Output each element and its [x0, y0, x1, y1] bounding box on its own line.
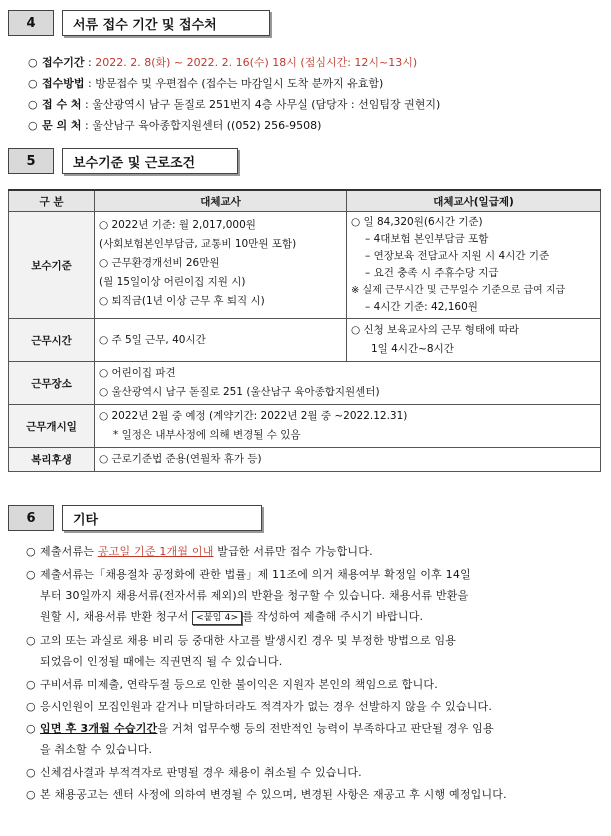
text: 원할 시, 채용서류 반환 청구서 [40, 610, 193, 623]
section-title: 기타 [62, 505, 262, 531]
cell-line: ○ 일 84,320원(6시간 기준) [351, 216, 483, 228]
item-value: 울산남구 육아종합지원센터 ((052) 256-9508) [92, 119, 322, 132]
text: 부터 30일까지 채용서류(전자서류 제외)의 반환을 청구할 수 있습니다. 채용서류 반환을 [40, 589, 469, 602]
list-item [28, 117, 321, 133]
notice-item [26, 674, 596, 695]
cell-line: ○ 근로기준법 준용(연월차 휴가 등) [99, 453, 262, 465]
row-category: 근무개시일 [9, 405, 95, 448]
table-row [9, 448, 601, 472]
list-item [28, 75, 383, 91]
cell-line: – 4시간 기준: 42,160원 [365, 301, 478, 313]
text: 를 작성하여 제출해 주시기 바랍니다. [242, 610, 424, 623]
row-category: 근무장소 [9, 362, 95, 405]
cell-line: – 연장보육 전담교사 지원 시 4시간 기준 [365, 250, 550, 262]
section-number: 5 [8, 148, 54, 174]
table-row [9, 405, 601, 448]
bullet-icon: ○ [26, 700, 36, 713]
table-row [9, 319, 601, 362]
bullet-icon: ○ [26, 678, 36, 691]
table-header-row [9, 190, 601, 212]
table-cell [347, 319, 601, 362]
column-header: 대체교사(일급제) [347, 190, 601, 212]
separator: : [84, 56, 96, 69]
text: 제출서류는 [40, 545, 98, 558]
text: 신체검사결과 부적격자로 판명될 경우 채용이 취소될 수 있습니다. [40, 766, 362, 779]
text: 응시인원이 모집인원과 같거나 미달하더라도 적격자가 없는 경우 선발하지 않을 수 있습니다. [40, 700, 493, 713]
bullet-icon: ○ [28, 119, 38, 132]
notice-item [26, 564, 596, 627]
cell-line: ○ 어린이집 파견 [99, 367, 176, 379]
bullet-icon: ○ [26, 722, 36, 735]
cell-line: ○ 퇴직금(1년 이상 근무 후 퇴직 시) [99, 295, 265, 307]
bullet-icon: ○ [26, 634, 36, 647]
notice-item [26, 541, 596, 562]
notice-item [26, 630, 596, 672]
section-6-header [8, 505, 262, 533]
cell-line: ○ 근무환경개선비 26만원 [99, 257, 220, 269]
bullet-icon: ○ [26, 545, 36, 558]
row-category: 근무시간 [9, 319, 95, 362]
column-header: 구 분 [9, 190, 95, 212]
section-number: 6 [8, 505, 54, 531]
emphasis-text: 임면 후 3개월 수습기간 [40, 722, 158, 735]
cell-line: ○ 신청 보육교사의 근무 형태에 따라 [351, 324, 519, 336]
table-row [9, 362, 601, 405]
list-item [28, 54, 417, 70]
notice-item [26, 696, 596, 717]
text: 고의 또는 과실로 채용 비리 등 중대한 사고를 발생시킨 경우 및 부정한 방법으로 임용 [40, 634, 457, 647]
row-category: 보수기준 [9, 212, 95, 319]
cell-line: ○ 2022년 기준: 월 2,017,000원 [99, 219, 256, 231]
section-title: 보수기준 및 근로조건 [62, 148, 238, 174]
column-header: 대체교사 [95, 190, 347, 212]
section-4-header [8, 10, 270, 38]
text: 되었음이 인정될 때에는 직권면직 될 수 있습니다. [40, 655, 283, 668]
cell-line: 1일 4시간~8시간 [371, 343, 454, 355]
table-cell [95, 448, 601, 472]
cell-line: – 4대보험 본인부담금 포함 [365, 233, 489, 245]
notice-item [26, 784, 596, 805]
table-cell [95, 405, 601, 448]
item-value: 방문접수 및 우편접수 (접수는 마감일시 도착 분까지 유효함) [95, 77, 384, 90]
cell-line: – 요건 충족 시 주휴수당 지급 [365, 267, 499, 279]
cell-line: ※ 실제 근무시간 및 근무일수 기준으로 급여 지급 [351, 285, 566, 296]
cell-line: ○ 울산광역시 남구 돋질로 251 (울산남구 육아종합지원센터) [99, 386, 380, 398]
cell-line: * 일정은 내부사정에 의해 변경될 수 있음 [113, 429, 301, 441]
bullet-icon: ○ [28, 98, 38, 111]
separator: : [81, 119, 93, 132]
bullet-icon: ○ [28, 77, 38, 90]
notice-item [26, 762, 596, 783]
table-cell [95, 319, 347, 362]
bullet-icon: ○ [28, 56, 38, 69]
section-title: 서류 접수 기간 및 접수처 [62, 10, 270, 36]
separator: : [84, 77, 96, 90]
bullet-icon: ○ [26, 568, 36, 581]
text: 본 채용공고는 센터 사정에 의하여 변경될 수 있으며, 변경된 사항은 재공고 후 시행 예정입니다. [40, 788, 507, 801]
item-label: 문 의 처 [42, 119, 82, 132]
table-cell [95, 212, 347, 319]
table-cell [347, 212, 601, 319]
cell-line: ○ 주 5일 근무, 40시간 [99, 333, 206, 346]
attachment-tag: <붙임 4> [192, 611, 242, 625]
text: 을 거쳐 업무수행 등의 전반적인 능력이 부족하다고 판단될 경우 임용 [157, 722, 494, 735]
bullet-icon: ○ [26, 788, 36, 801]
notice-item [26, 718, 596, 760]
section-number: 4 [8, 10, 54, 36]
cell-line: (월 15일이상 어린이집 지원 시) [99, 276, 246, 288]
list-item [28, 96, 440, 112]
text: 제출서류는「채용절차 공정화에 관한 법률」제 11조에 의거 채용여부 확정일 이후 14일 [40, 568, 471, 581]
text: 을 취소할 수 있습니다. [40, 743, 153, 756]
section-5-header [8, 148, 238, 176]
conditions-table [8, 189, 601, 472]
text: 구비서류 미제출, 연락두절 등으로 인한 불이익은 지원자 본인의 책임으로 합니다. [40, 678, 438, 691]
separator: : [81, 98, 93, 111]
table-cell [95, 362, 601, 405]
highlight-text: 공고일 기준 1개월 이내 [97, 545, 214, 558]
item-label: 접 수 처 [42, 98, 82, 111]
text: 발급한 서류만 접수 가능합니다. [213, 545, 373, 558]
item-value: 2022. 2. 8(화) ~ 2022. 2. 16(수) 18시 (점심시간: 12시~13시) [95, 56, 418, 69]
item-label: 접수기간 [42, 56, 85, 69]
bullet-icon: ○ [26, 766, 36, 779]
row-category: 복리후생 [9, 448, 95, 472]
cell-line: (사회보험본인부담금, 교통비 10만원 포함) [99, 238, 297, 250]
table-row [9, 212, 601, 319]
item-label: 접수방법 [42, 77, 85, 90]
cell-line: ○ 2022년 2월 중 예정 (계약기간: 2022년 2월 중 ~2022.12.31) [99, 410, 408, 422]
item-value: 울산광역시 남구 돋질로 251번지 4층 사무실 (담당자 : 선임팀장 권현지) [92, 98, 441, 111]
